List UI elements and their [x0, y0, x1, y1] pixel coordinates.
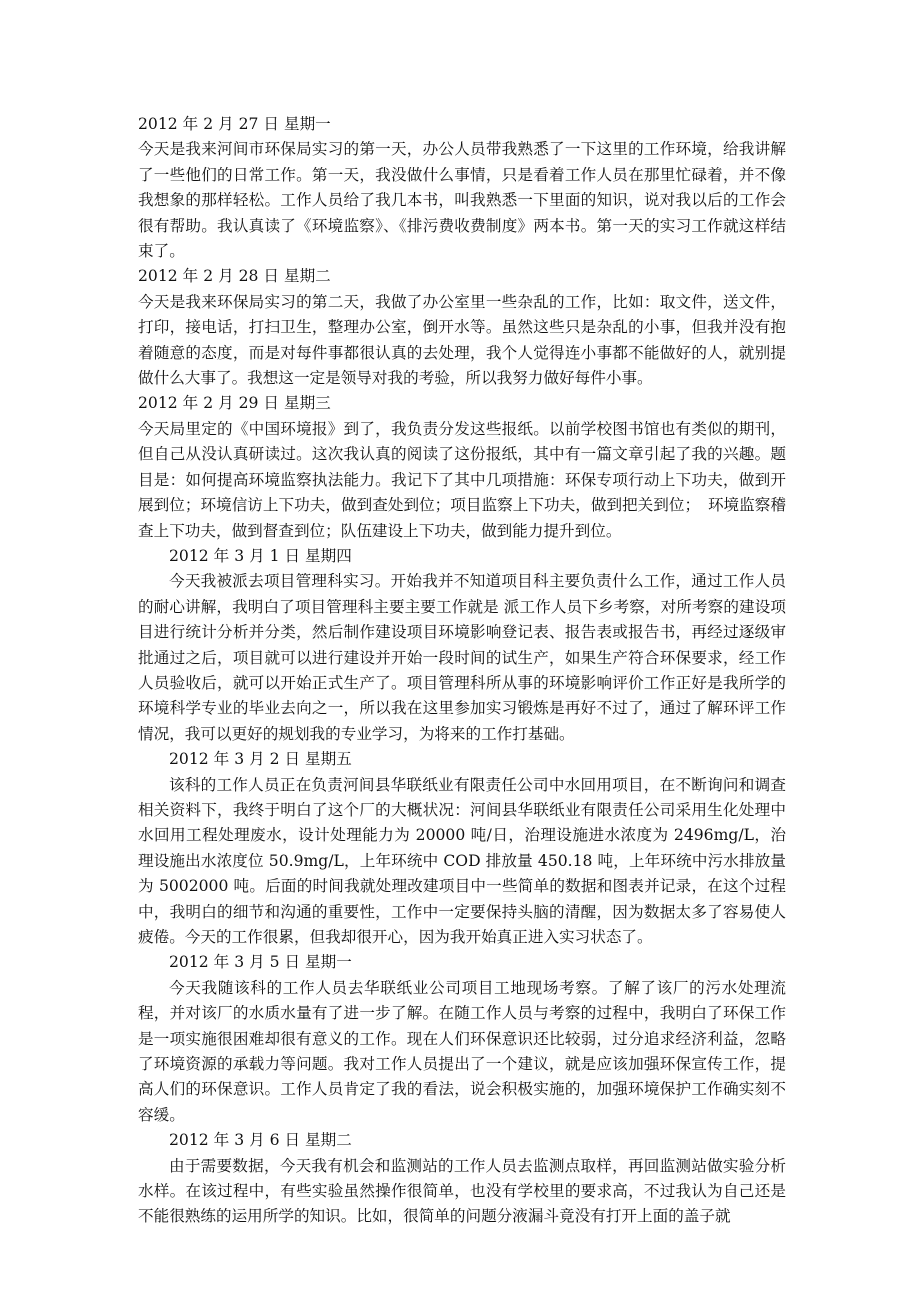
entry-date: 2012 年 3 月 2 日 星期五	[169, 750, 352, 769]
entry-date: 2012 年 3 月 6 日 星期二	[169, 1131, 352, 1150]
entry-date: 2012 年 2 月 29 日 星期三	[138, 394, 331, 413]
entry-text: 今天是我来河间市环保局实习的第一天，办公人员带我熟悉了一下这里的工作环境，给我讲解了一些他们的日常工作。第一天，我没做什么事情，只是看着工作人员在那里忙碌着，并不像我想象的那样轻松。工作人员给了我几本书，叫我熟悉一下里面的知识，说对我以后的工作会很有帮助。我认真读了《环境监察》、《排污费收费制度》两本书。第一天的实习工作就这样结束了。	[138, 140, 786, 261]
entry-date: 2012 年 3 月 1 日 星期四	[169, 546, 352, 565]
entry-text: 由于需要数据，今天我有机会和监测站的工作人员去监测点取样，再回监测站做实验分析水样。在该过程中，有些实验虽然操作很简单，也没有学校里的要求高，不过我认为自己还是不能很熟练的运用所学的知识。比如，很简单的问题分液漏斗竟没有打开上面的盖子就	[138, 1156, 786, 1226]
diary-entry	[138, 950, 786, 1128]
diary-entry	[138, 112, 786, 264]
entry-text: 今天局里定的《中国环境报》到了，我负责分发这些报纸。以前学校图书馆也有类似的期刊，但自己从没认真研读过。这次我认真的阅读了这份报纸，其中有一篇文章引起了我的兴趣。题目是：如何提高环境监察执法能力。我记下了其中几项措施：环保专项行动上下功夫，做到开展到位；环境信访上下功夫，做到查处到位；项目监察上下功夫，做到把关到位； 环境监察稽查上下功夫，做到督查到位；队伍建设上下功夫，做到能力提升到位。	[138, 419, 786, 540]
entry-date: 2012 年 2 月 27 日 星期一	[138, 115, 331, 133]
entry-text: 今天是我来环保局实习的第二天，我做了办公室里一些杂乱的工作，比如：取文件，送文件，打印，接电话，打扫卫生，整理办公室，倒开水等。虽然这些只是杂乱的小事，但我并没有抱着随意的态度，而是对每件事都很认真的去处理，我个人觉得连小事都不能做好的人，就别提做什么大事了。我想这一定是领导对我的考验，所以我努力做好每件小事。	[138, 292, 786, 388]
entry-text: 今天我被派去项目管理科实习。开始我并不知道项目科主要负责什么工作，通过工作人员的耐心讲解，我明白了项目管理科主要主要工作就是 派工作人员下乡考察，对所考察的建设项目进行统计分析并分类，然后制作建设项目环境影响登记表、报告表或报告书，再经过逐级审批通过之后，项目就可以进行建设并开始一段时间的试生产，如果生产符合环保要求，经工作人员验收后，就可以开始正式生产了。项目管理科所从事的环境影响评价工作正好是我所学的环境科学专业的毕业去向之一，所以我在这里参加实习锻炼是再好不过了，通过了解环评工作情况，我可以更好的规划我的专业学习，为将来的工作打基础。	[138, 572, 786, 743]
diary-entry	[138, 1128, 786, 1230]
diary-entry	[138, 264, 786, 391]
diary-entry	[138, 544, 786, 747]
diary-entry	[138, 747, 786, 950]
internship-diary-page	[138, 112, 786, 1230]
diary-entry	[138, 391, 786, 543]
entry-text: 该科的工作人员正在负责河间县华联纸业有限责任公司中水回用项目，在不断询问和调查相关资料下，我终于明白了这个厂的大概状况：河间县华联纸业有限责任公司采用生化处理中水回用工程处理废水，设计处理能力为 20000 吨/日，治理设施进水浓度为 2496mg/L，治理设施出水浓度位 50.9mg/L，上年环统中 COD 排放量 450.18 吨，上年环统中污水排放量为 5002000 吨。后面的时间我就处理改建项目中一些简单的数据和图表并记录，在这个过程中，我明白的细节和沟通的重要性，工作中一定要保持头脑的清醒，因为数据太多了容易使人疲倦。今天的工作很累，但我却很开心，因为我开始真正进入实习状态了。	[138, 775, 786, 946]
entry-date: 2012 年 2 月 28 日 星期二	[138, 267, 331, 286]
entry-date: 2012 年 3 月 5 日 星期一	[169, 953, 352, 972]
entry-text: 今天我随该科的工作人员去华联纸业公司项目工地现场考察。了解了该厂的污水处理流程，并对该厂的水质水量有了进一步了解。在随工作人员与考察的过程中，我明白了环保工作是一项实施很困难却很有意义的工作。现在人们环保意识还比较弱，过分追求经济利益，忽略了环境资源的承载力等问题。我对工作人员提出了一个建议，就是应该加强环保宣传工作，提高人们的环保意识。工作人员肯定了我的看法，说会积极实施的，加强环境保护工作确实刻不容缓。	[138, 978, 786, 1124]
